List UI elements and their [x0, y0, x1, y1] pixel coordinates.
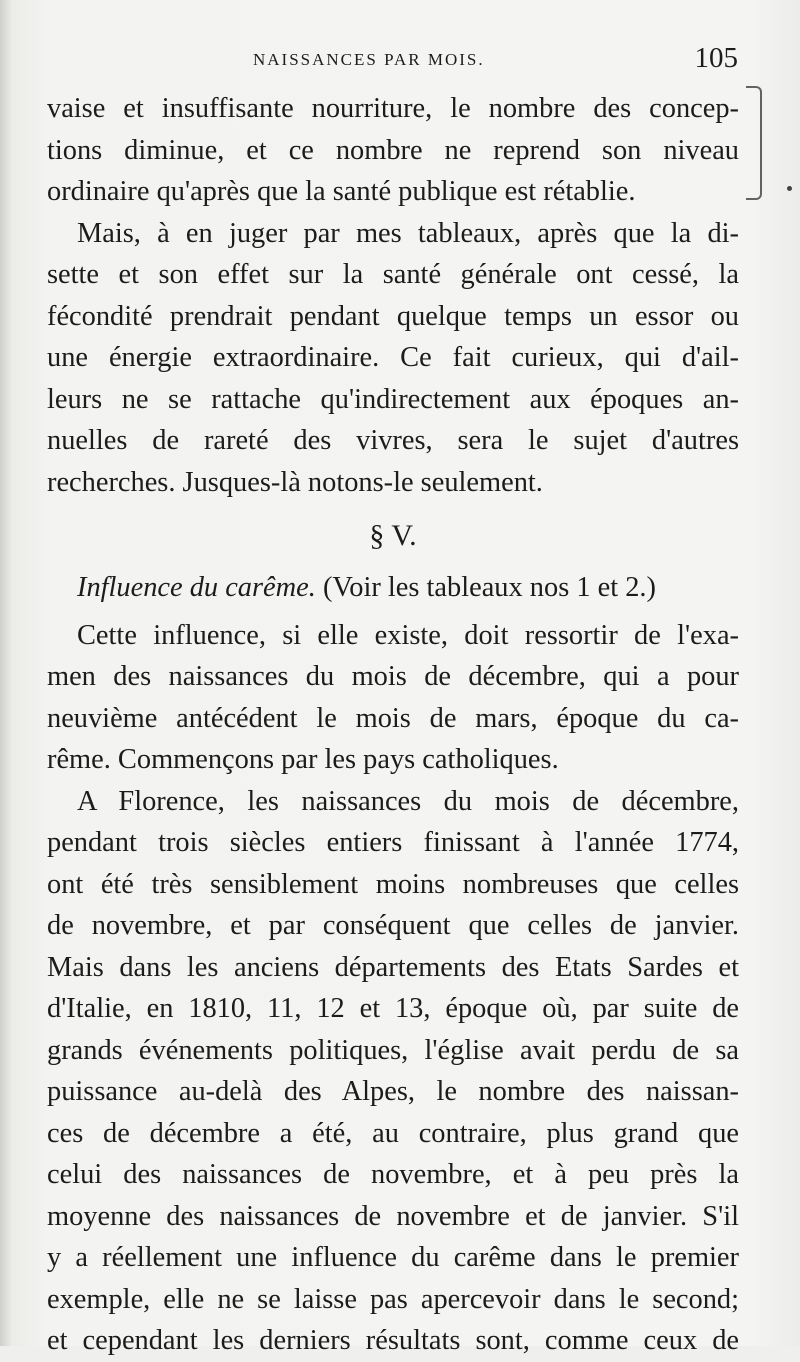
text-line: Mais, à en juger par mes tableaux, après que la di-: [77, 217, 739, 249]
margin-bracket-mark: [746, 86, 762, 200]
subsection-heading: [47, 567, 739, 609]
text-line: rême. Commençons par les pays catholiques.: [47, 744, 559, 775]
text-line: pendant trois siècles entiers finissant à l'année 1774,: [47, 827, 739, 858]
text-line: A Florence, les naissances du mois de décembre,: [77, 785, 739, 817]
text-line: exemple, elle ne se laisse pas apercevoir dans le second;: [47, 1283, 739, 1315]
text-line: de novembre, et par conséquent que celles de janvier.: [47, 910, 739, 941]
text-line: men des naissances du mois de décembre, qui a pour: [47, 661, 739, 692]
text-line: neuvième antécédent le mois de mars, époque du ca-: [47, 702, 739, 734]
text-line: celui des naissances de novembre, et à peu près la: [47, 1159, 739, 1190]
text-line: et cependant les derniers résultats sont, comme ceux de: [47, 1325, 739, 1356]
text-line: ces de décembre a été, au contraire, plus grand que: [47, 1117, 739, 1149]
text-line: Mais dans les anciens départements des Etats Sardes et: [47, 951, 739, 983]
page-header: [48, 42, 738, 82]
text-line: une énergie extraordinaire. Ce fait curieux, qui d'ail-: [47, 342, 739, 373]
running-head: NAISSANCES PAR MOIS.: [253, 50, 485, 69]
text-line: fécondité prendrait pendant quelque temps un essor ou: [47, 300, 739, 332]
section-heading: § V.: [369, 519, 417, 552]
text-line: Cette influence, si elle existe, doit ressortir de l'exa-: [77, 619, 739, 651]
page-number: 105: [694, 42, 738, 74]
text-line: y a réellement une influence du carême dans le premier: [47, 1242, 739, 1273]
margin-dot-mark: [787, 186, 792, 191]
text-line: moyenne des naissances de novembre et de janvier. S'il: [47, 1200, 739, 1232]
text-line: grands événements politiques, l'église avait perdu de sa: [47, 1034, 739, 1066]
text-line: vaise et insuffisante nourriture, le nombre des concep-: [47, 93, 739, 124]
text-line: leurs ne se rattache qu'indirectement aux époques an-: [47, 383, 739, 415]
text-line: sette et son effet sur la santé générale ont cessé, la: [47, 259, 739, 290]
text-line: ordinaire qu'après que la santé publique est rétablie.: [47, 176, 636, 207]
body-text: [47, 88, 739, 1362]
text-line: tions diminue, et ce nombre ne reprend son niveau: [47, 134, 739, 166]
subsection-title: Influence du carême.: [77, 572, 316, 603]
page-gutter-shadow: [0, 0, 12, 1346]
text-line: ont été très sensiblement moins nombreuses que celles: [47, 868, 739, 900]
text-line: d'Italie, en 1810, 11, 12 et 13, époque où, par suite de: [47, 993, 739, 1024]
text-line: nuelles de rareté des vivres, sera le sujet d'autres: [47, 425, 739, 456]
text-line: puissance au-delà des Alpes, le nombre des naissan-: [47, 1076, 739, 1107]
text-line: recherches. Jusques-là notons-le seulement.: [47, 466, 543, 498]
subsection-reference: (Voir les tableaux nos 1 et 2.): [322, 572, 656, 603]
